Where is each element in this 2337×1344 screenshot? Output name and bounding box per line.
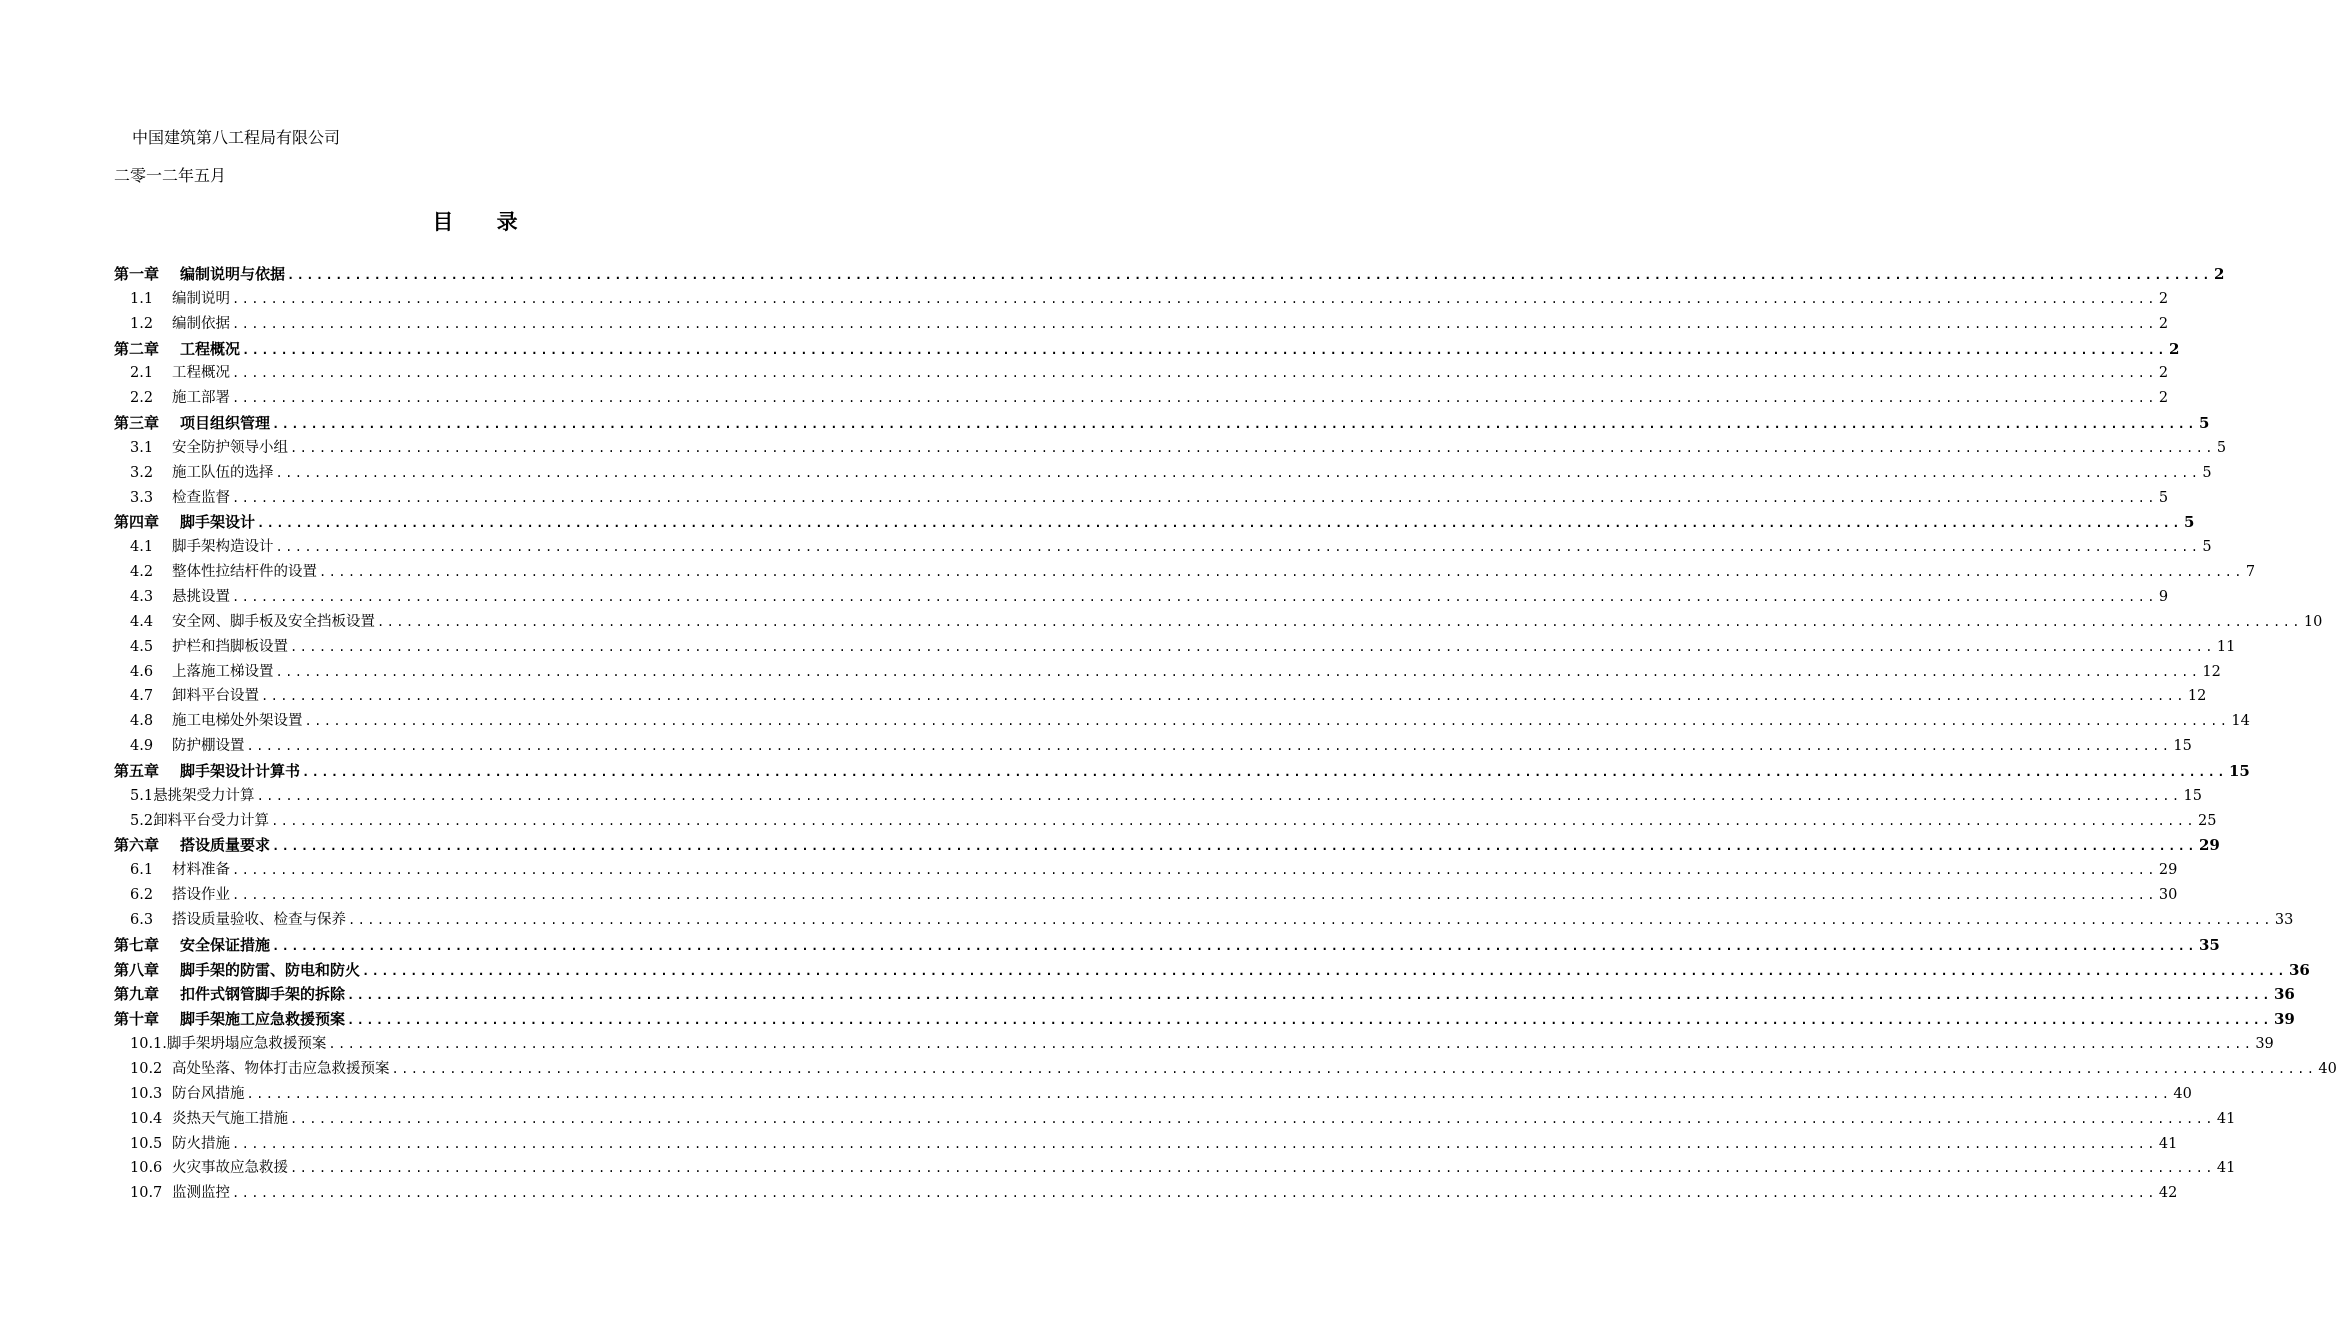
toc-entry-title: 监测监控 xyxy=(172,1185,230,1202)
toc-page-number: 12 xyxy=(2202,663,2221,680)
toc-dot-leader: ........................................................................................................................................................................................................ xyxy=(362,963,2287,978)
toc-entry-title: 上落施工梯设置 xyxy=(172,663,274,680)
toc-entry-title: 编制依据 xyxy=(172,315,230,332)
toc-dot-leader: ........................................................................................................................................................................................................ xyxy=(232,1136,2157,1151)
toc-entry-number: 10.6 xyxy=(130,1160,163,1177)
toc-entry-number: 第一章 xyxy=(114,265,160,283)
toc-page-number: 41 xyxy=(2216,1160,2236,1177)
toc-entry-title: 整体性拉结杆件的设置 xyxy=(172,564,317,581)
toc-section-entry[interactable] xyxy=(114,1032,2274,1057)
toc-entry-label xyxy=(114,1107,288,1132)
toc-section-entry[interactable] xyxy=(114,635,2236,660)
toc-dot-leader: ........................................................................................................................................................................................................ xyxy=(246,1086,2172,1101)
toc-title: 目 录 xyxy=(432,209,536,234)
toc-chapter-entry[interactable] xyxy=(114,262,2225,287)
toc-page-number: 9 xyxy=(2158,588,2169,605)
toc-entry-title: 安全网、脚手板及安全挡板设置 xyxy=(172,613,375,630)
toc-dot-leader: ........................................................................................................................................................................................................ xyxy=(275,664,2201,679)
toc-dot-leader: ........................................................................................................................................................................................................ xyxy=(348,912,2273,927)
toc-entry-number: 6.3 xyxy=(130,911,154,928)
toc-dot-leader: ........................................................................................................................................................................................................ xyxy=(232,863,2157,878)
toc-entry-title: 脚手架坍塌应急救援预案 xyxy=(166,1036,327,1053)
toc-entry-title: 脚手架施工应急救援预案 xyxy=(180,1010,346,1029)
toc-entry-title: 脚手架设计计算书 xyxy=(180,761,301,780)
toc-entry-label xyxy=(114,386,230,411)
toc-entry-label xyxy=(114,883,230,908)
toc-section-entry[interactable] xyxy=(114,1181,2178,1206)
toc-entry-title: 扣件式钢管脚手架的拆除 xyxy=(180,985,346,1004)
toc-section-entry[interactable] xyxy=(114,461,2212,486)
toc-dot-leader: ........................................................................................................................................................................................................ xyxy=(275,465,2201,480)
toc-entry-label xyxy=(114,858,230,883)
toc-entry-number: 10.2 xyxy=(130,1061,163,1077)
toc-dot-leader: ........................................................................................................................................................................................................ xyxy=(232,888,2157,903)
toc-page-number: 2 xyxy=(2168,339,2180,358)
toc-page-number: 40 xyxy=(2318,1061,2337,1077)
toc-page-number: 2 xyxy=(2158,390,2169,407)
toc-entry-title: 护栏和挡脚板设置 xyxy=(172,638,288,655)
toc-entry-title: 防护棚设置 xyxy=(172,738,245,755)
toc-page-number: 5 xyxy=(2202,464,2212,481)
toc-page-number: 40 xyxy=(2173,1085,2192,1102)
toc-section-entry[interactable] xyxy=(114,436,2227,461)
toc-entry-title: 安全保证措施 xyxy=(180,935,271,954)
toc-section-entry[interactable] xyxy=(114,784,2202,809)
toc-page-number: 33 xyxy=(2274,911,2294,928)
toc-page-number: 25 xyxy=(2197,812,2217,829)
toc-entry-title: 编制说明与依据 xyxy=(180,265,286,283)
toc-page-number: 42 xyxy=(2158,1185,2178,1202)
toc-entry-title: 防火措施 xyxy=(172,1135,230,1152)
toc-entry-number: 3.2 xyxy=(130,464,154,481)
toc-dot-leader: ........................................................................................................................................................................................................ xyxy=(290,440,2215,455)
toc-section-entry[interactable] xyxy=(114,535,2212,560)
toc-dot-leader: ........................................................................................................................................................................................................ xyxy=(272,839,2197,854)
toc-page-number: 11 xyxy=(2216,638,2236,655)
toc-page-number: 5 xyxy=(2183,513,2195,532)
toc-section-entry[interactable] xyxy=(114,1132,2178,1157)
toc-entry-number: 第四章 xyxy=(114,513,160,532)
toc-entry-label xyxy=(114,337,240,362)
toc-dot-leader: ........................................................................................................................................................................................................ xyxy=(391,1062,2317,1076)
toc-chapter-entry[interactable] xyxy=(114,1007,2295,1032)
toc-page-number: 2 xyxy=(2158,290,2169,307)
toc-section-entry[interactable] xyxy=(114,660,2221,685)
toc-entry-number: 第三章 xyxy=(114,414,160,433)
toc-entry-number: 第六章 xyxy=(114,836,160,855)
toc-chapter-entry[interactable] xyxy=(114,958,2310,983)
toc-entry-title: 搭设质量验收、检查与保养 xyxy=(172,911,346,928)
toc-entry-title: 材料准备 xyxy=(172,862,230,879)
toc-section-entry[interactable] xyxy=(114,585,2169,610)
toc-entry-label xyxy=(114,759,300,784)
toc-page-number: 35 xyxy=(2198,935,2220,954)
toc-entry-title: 施工队伍的选择 xyxy=(172,464,274,481)
toc-entry-label xyxy=(114,287,230,312)
toc-entry-label xyxy=(114,560,317,585)
toc-entry-number: 第二章 xyxy=(114,339,160,358)
toc-entry-label xyxy=(114,461,274,486)
toc-dot-leader: ........................................................................................................................................................................................................ xyxy=(261,689,2186,704)
toc-page-number: 15 xyxy=(2228,761,2250,780)
toc-dot-leader: ........................................................................................................................................................................................................ xyxy=(275,540,2201,555)
toc-entry-label xyxy=(114,1057,390,1082)
toc-section-entry[interactable] xyxy=(114,560,2256,585)
toc-chapter-entry[interactable] xyxy=(114,337,2180,362)
toc-dot-leader: ........................................................................................................................................................................................................ xyxy=(271,813,2196,828)
toc-entry-number: 10.3 xyxy=(130,1085,163,1102)
toc-dot-leader: ........................................................................................................................................................................................................ xyxy=(290,1111,2215,1126)
toc-entry-label xyxy=(114,1181,230,1206)
toc-dot-leader: ........................................................................................................................................................................................................ xyxy=(246,739,2172,754)
toc-entry-label xyxy=(114,933,270,958)
toc-entry-title: 炎热天气施工措施 xyxy=(172,1110,288,1127)
toc-entry-label xyxy=(114,709,303,734)
toc-dot-leader: ........................................................................................................................................................................................................ xyxy=(257,516,2182,531)
toc-entry-number: 4.6 xyxy=(130,663,154,680)
toc-entry-title: 搭设作业 xyxy=(172,887,230,904)
toc-dot-leader: ........................................................................................................................................................................................................ xyxy=(232,589,2157,604)
toc-entry-title: 脚手架设计 xyxy=(180,513,256,532)
toc-page-number: 36 xyxy=(2273,985,2295,1004)
toc-dot-leader: ........................................................................................................................................................................................................ xyxy=(272,417,2197,432)
toc-section-entry[interactable] xyxy=(114,858,2178,883)
toc-dot-leader: ........................................................................................................................................................................................................ xyxy=(272,938,2197,953)
toc-chapter-entry[interactable] xyxy=(114,933,2220,958)
toc-dot-leader: ........................................................................................................................................................................................................ xyxy=(328,1037,2254,1052)
toc-entry-number: 5.1 xyxy=(130,787,154,804)
toc-page-number: 15 xyxy=(2173,738,2192,755)
toc-page-number: 2 xyxy=(2158,315,2169,332)
toc-entry-title: 卸料平台受力计算 xyxy=(153,812,270,829)
toc-entry-title: 项目组织管理 xyxy=(180,414,271,433)
toc-entry-title: 工程概况 xyxy=(180,339,241,358)
toc-page-number: 5 xyxy=(2198,414,2210,433)
toc-page-number: 14 xyxy=(2231,713,2250,730)
toc-entry-title: 搭设质量要求 xyxy=(180,836,271,855)
toc-chapter-entry[interactable] xyxy=(114,833,2220,858)
document-date: 二零一二年五月 xyxy=(114,166,227,185)
toc-entry-number: 4.3 xyxy=(130,588,154,605)
toc-dot-leader: ........................................................................................................................................................................................................ xyxy=(232,1186,2157,1201)
toc-entry-number: 2.1 xyxy=(130,365,154,382)
toc-entry-number: 1.1 xyxy=(130,290,154,307)
toc-entry-label xyxy=(114,784,255,809)
toc-section-entry[interactable] xyxy=(114,1156,2236,1181)
toc-entry-label xyxy=(114,1132,230,1157)
toc-page-number: 39 xyxy=(2255,1036,2274,1053)
toc-section-entry[interactable] xyxy=(114,809,2217,834)
toc-page-number: 29 xyxy=(2198,836,2220,855)
toc-entry-label xyxy=(114,312,230,337)
toc-entry-number: 4.2 xyxy=(130,564,154,581)
toc-entry-label xyxy=(114,660,274,685)
toc-entry-label xyxy=(114,958,360,983)
toc-entry-number: 第九章 xyxy=(114,985,160,1004)
toc-entry-number: 6.1 xyxy=(130,862,154,879)
toc-entry-title: 脚手架构造设计 xyxy=(172,539,274,556)
toc-entry-number: 10.4 xyxy=(130,1110,163,1127)
toc-section-entry[interactable] xyxy=(114,287,2169,312)
toc-section-entry[interactable] xyxy=(114,486,2169,511)
toc-section-entry[interactable] xyxy=(114,1057,2337,1082)
toc-entry-label xyxy=(114,908,346,933)
toc-entry-title: 检查监督 xyxy=(172,489,230,506)
toc-entry-title: 施工部署 xyxy=(172,390,230,407)
toc-entry-title: 防台风措施 xyxy=(172,1085,245,1102)
toc-section-entry[interactable] xyxy=(114,312,2169,337)
toc-dot-leader: ........................................................................................................................................................................................................ xyxy=(377,614,2302,629)
toc-entry-title: 脚手架的防雷、防电和防火 xyxy=(180,960,361,979)
toc-page-number: 5 xyxy=(2158,489,2169,506)
toc-dot-leader: ........................................................................................................................................................................................................ xyxy=(232,366,2157,381)
toc-entry-number: 4.7 xyxy=(130,688,154,705)
toc-section-entry[interactable] xyxy=(114,361,2169,386)
toc-dot-leader: ........................................................................................................................................................................................................ xyxy=(232,490,2157,505)
toc-section-entry[interactable] xyxy=(114,709,2250,734)
toc-section-entry[interactable] xyxy=(114,386,2169,411)
toc-entry-label xyxy=(114,585,230,610)
toc-entry-number: 2.2 xyxy=(130,390,154,407)
toc-entry-title: 悬挑设置 xyxy=(172,588,230,605)
toc-chapter-entry[interactable] xyxy=(114,411,2210,436)
toc-page-number: 29 xyxy=(2158,862,2178,879)
toc-dot-leader: ........................................................................................................................................................................................................ xyxy=(290,1161,2215,1176)
toc-entry-number: 10.5 xyxy=(130,1135,163,1152)
toc-dot-leader: ........................................................................................................................................................................................................ xyxy=(290,639,2215,654)
toc-page-number: 36 xyxy=(2288,960,2310,979)
toc-entry-label xyxy=(114,610,375,635)
toc-entry-label xyxy=(114,1007,345,1032)
toc-entry-label xyxy=(114,1082,245,1107)
toc-entry-number: 6.2 xyxy=(130,887,154,904)
toc-entry-number: 4.1 xyxy=(130,539,154,556)
toc-entry-label xyxy=(114,411,270,436)
toc-section-entry[interactable] xyxy=(114,1107,2236,1132)
toc-entry-number: 第五章 xyxy=(114,761,160,780)
toc-dot-leader: ........................................................................................................................................................................................................ xyxy=(232,391,2157,406)
toc-entry-label xyxy=(114,635,288,660)
toc-entry-number: 4.8 xyxy=(130,713,154,730)
toc-section-entry[interactable] xyxy=(114,908,2294,933)
toc-entry-label xyxy=(114,1156,288,1181)
toc-entry-title: 高处坠落、物体打击应急救援预案 xyxy=(172,1061,390,1077)
toc-dot-leader: ........................................................................................................................................................................................................ xyxy=(242,342,2167,357)
toc-entry-label xyxy=(114,684,259,709)
toc-entry-number: 4.4 xyxy=(130,613,154,630)
toc-dot-leader: ........................................................................................................................................................................................................ xyxy=(347,988,2272,1003)
toc-chapter-entry[interactable] xyxy=(114,759,2250,784)
toc-section-entry[interactable] xyxy=(114,883,2178,908)
toc-page-number: 41 xyxy=(2216,1110,2236,1127)
toc-page-number: 5 xyxy=(2216,439,2227,456)
toc-entry-label xyxy=(114,833,270,858)
toc-entry-number: 10.7 xyxy=(130,1185,163,1202)
toc-entry-label xyxy=(114,262,285,287)
toc-page-number: 10 xyxy=(2303,613,2323,630)
toc-dot-leader: ........................................................................................................................................................................................................ xyxy=(232,316,2157,331)
company-name: 中国建筑第八工程局有限公司 xyxy=(132,128,341,147)
toc-dot-leader: ........................................................................................................................................................................................................ xyxy=(347,1013,2272,1028)
toc-entry-title: 工程概况 xyxy=(172,365,230,382)
toc-entry-label xyxy=(114,1032,326,1057)
toc-entry-label xyxy=(114,809,269,834)
toc-dot-leader: ........................................................................................................................................................................................................ xyxy=(302,764,2227,779)
toc-entry-label xyxy=(114,535,274,560)
toc-entry-number: 5.2 xyxy=(130,812,154,829)
toc-page-number: 15 xyxy=(2183,787,2202,804)
toc-entry-label xyxy=(114,982,345,1007)
toc-section-entry[interactable] xyxy=(114,684,2207,709)
toc-entry-number: 3.1 xyxy=(130,439,154,456)
toc-chapter-entry[interactable] xyxy=(114,510,2195,535)
toc-entry-number: 4.5 xyxy=(130,638,154,655)
toc-dot-leader: ........................................................................................................................................................................................................ xyxy=(304,714,2230,729)
toc-entry-number: 1.2 xyxy=(130,315,154,332)
toc-page-number: 7 xyxy=(2245,564,2256,581)
toc-page-number: 2 xyxy=(2213,265,2225,283)
toc-entry-title: 火灾事故应急救援 xyxy=(172,1160,288,1177)
toc-dot-leader: ........................................................................................................................................................................................................ xyxy=(287,268,2212,282)
toc-entry-number: 10.1. xyxy=(130,1036,167,1053)
toc-chapter-entry[interactable] xyxy=(114,982,2295,1007)
toc-entry-label xyxy=(114,734,245,759)
toc-entry-title: 悬挑架受力计算 xyxy=(153,787,255,804)
toc-entry-label xyxy=(114,510,255,535)
toc-entry-number: 第七章 xyxy=(114,935,160,954)
toc-dot-leader: ........................................................................................................................................................................................................ xyxy=(256,788,2182,803)
toc-entry-title: 安全防护领导小组 xyxy=(172,439,288,456)
toc-entry-number: 第十章 xyxy=(114,1010,160,1029)
toc-page-number: 39 xyxy=(2273,1010,2295,1029)
toc-section-entry[interactable] xyxy=(114,1082,2192,1107)
toc-entry-title: 编制说明 xyxy=(172,290,230,307)
toc-entry-title: 施工电梯处外架设置 xyxy=(172,713,303,730)
toc-entry-title: 卸料平台设置 xyxy=(172,688,259,705)
toc-dot-leader: ........................................................................................................................................................................................................ xyxy=(319,565,2244,580)
toc-page-number: 5 xyxy=(2202,539,2212,556)
toc-entry-label xyxy=(114,436,288,461)
toc-entry-number: 4.9 xyxy=(130,738,154,755)
toc-entry-label xyxy=(114,361,230,386)
toc-section-entry[interactable] xyxy=(114,734,2192,759)
toc-page-number: 41 xyxy=(2158,1135,2178,1152)
toc-entry-number: 3.3 xyxy=(130,489,154,506)
toc-section-entry[interactable] xyxy=(114,610,2323,635)
toc-page-number: 30 xyxy=(2158,887,2178,904)
toc-dot-leader: ........................................................................................................................................................................................................ xyxy=(232,291,2157,306)
toc-entry-label xyxy=(114,486,230,511)
table-of-contents xyxy=(114,262,2337,1206)
toc-page-number: 12 xyxy=(2187,688,2207,705)
toc-page-number: 2 xyxy=(2158,365,2169,382)
toc-entry-number: 第八章 xyxy=(114,960,160,979)
